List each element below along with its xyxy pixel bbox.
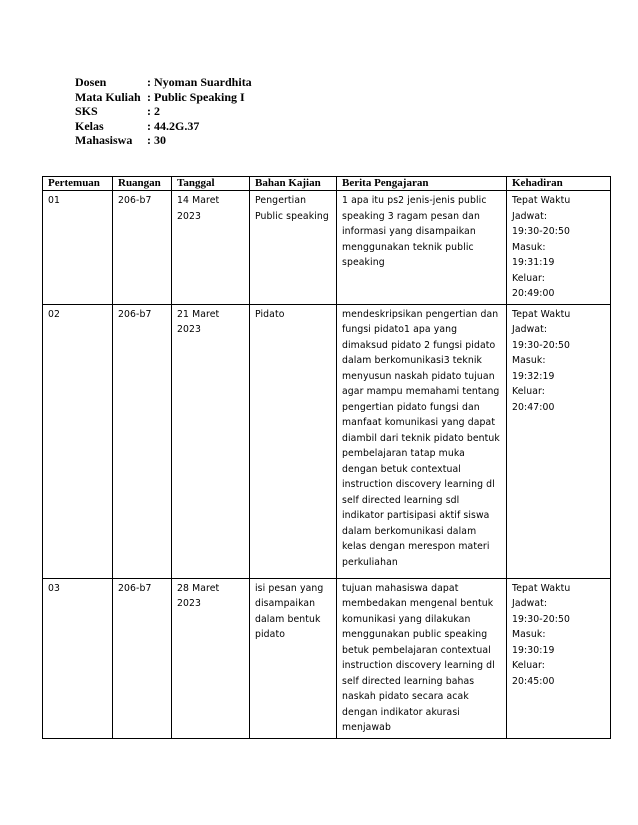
check-out-time: 20:49:00 xyxy=(512,288,555,299)
check-in-label: Masuk: xyxy=(512,629,546,640)
cell-room: 206-b7 xyxy=(113,191,172,305)
header-meeting: Pertemuan xyxy=(43,177,113,191)
cell-content: mendeskripsikan pengertian dan fungsi pidato1 apa yang dimaksud pidato 2 fungsi pidato dalam berkomunikasi3 teknik menyusun naskah pidato tujuan agar mampu memahami tentang pengertian pidato fungsi dan manfaat komunikasi yang dapat diambil dari teknik pidato bentuk pembelajaran tatap muka dengan betuk contextual instruction discovery learning dl self directed learning sdl indikator partisipasi aktif siswa dalam berkomunikasi dalam kelas dengan merespon materi perkuliahan xyxy=(337,304,507,578)
course-info xyxy=(75,75,252,148)
cell-content: 1 apa itu ps2 jenis-jenis public speaking 3 ragam pesan dan informasi yang disampaikan menggunakan teknik public speaking xyxy=(337,191,507,305)
cell-room: 206-b7 xyxy=(113,304,172,578)
info-value: : 44.2G.37 xyxy=(147,118,200,133)
cell-meeting: 01 xyxy=(43,191,113,305)
info-row-credits xyxy=(75,104,252,119)
check-in-time: 19:30:19 xyxy=(512,644,555,656)
header-date: Tanggal xyxy=(172,177,250,191)
header-attendance: Kehadiran xyxy=(507,177,611,191)
table-header-row xyxy=(43,177,611,191)
schedule-label: Jadwat: xyxy=(512,210,548,222)
cell-attendance xyxy=(507,191,611,305)
cell-date: 21 Maret 2023 xyxy=(172,304,250,578)
table-row xyxy=(43,304,611,578)
cell-attendance xyxy=(507,578,611,738)
schedule-label: Jadwat: xyxy=(512,598,548,609)
cell-topic: Pidato xyxy=(250,304,337,578)
cell-topic: Pengertian Public speaking xyxy=(250,191,337,305)
attendance-status: Tepat Waktu xyxy=(512,195,571,206)
check-in-time: 19:31:19 xyxy=(512,257,555,268)
cell-content: tujuan mahasiswa dapat membedakan mengenal bentuk komunikasi yang dilakukan menggunakan public speaking betuk pembelajaran contextual instruction discovery learning dl self directed learning bahas naskah pidato secara acak dengan indikator akurasi menjawab xyxy=(337,578,507,738)
cell-attendance xyxy=(507,304,611,578)
check-in-label: Masuk: xyxy=(512,241,546,253)
info-label: SKS xyxy=(75,104,98,119)
info-row-class xyxy=(75,119,252,134)
cell-date: 14 Maret 2023 xyxy=(172,191,250,305)
header-topic: Bahan Kajian xyxy=(250,177,337,191)
check-in-time: 19:32:19 xyxy=(512,370,555,382)
info-label: Mahasiswa xyxy=(75,133,133,148)
cell-meeting: 03 xyxy=(43,578,113,738)
table-row xyxy=(43,578,611,738)
cell-date: 28 Maret 2023 xyxy=(172,578,250,738)
header-content: Berita Pengajaran xyxy=(337,177,507,191)
schedule-label: Jadwat: xyxy=(512,324,548,335)
attendance-status: Tepat Waktu xyxy=(512,582,571,594)
cell-topic: isi pesan yang disampaikan dalam bentuk pidato xyxy=(250,578,337,738)
info-value: : Nyoman Suardhita xyxy=(147,75,252,89)
info-label: Mata Kuliah xyxy=(75,89,141,104)
schedule-time: 19:30-20:50 xyxy=(512,339,571,351)
cell-meeting: 02 xyxy=(43,304,113,578)
check-out-label: Keluar: xyxy=(512,272,546,284)
check-in-label: Masuk: xyxy=(512,355,546,366)
cell-room: 206-b7 xyxy=(113,578,172,738)
info-value: : Public Speaking I xyxy=(147,89,245,104)
info-row-students xyxy=(75,133,252,148)
info-label: Dosen xyxy=(75,75,107,89)
info-value: : 2 xyxy=(147,104,160,119)
check-out-label: Keluar: xyxy=(512,386,546,397)
schedule-time: 19:30-20:50 xyxy=(512,226,571,237)
check-out-time: 20:45:00 xyxy=(512,675,555,687)
attendance-status: Tepat Waktu xyxy=(512,308,571,320)
info-row-subject xyxy=(75,90,252,105)
info-value: : 30 xyxy=(147,133,166,148)
teaching-journal-table xyxy=(42,176,611,739)
check-out-time: 20:47:00 xyxy=(512,401,555,413)
info-row-lecturer xyxy=(75,75,252,90)
check-out-label: Keluar: xyxy=(512,660,546,671)
schedule-time: 19:30-20:50 xyxy=(512,613,571,625)
table-row xyxy=(43,191,611,305)
header-room: Ruangan xyxy=(113,177,172,191)
info-label: Kelas xyxy=(75,118,104,133)
